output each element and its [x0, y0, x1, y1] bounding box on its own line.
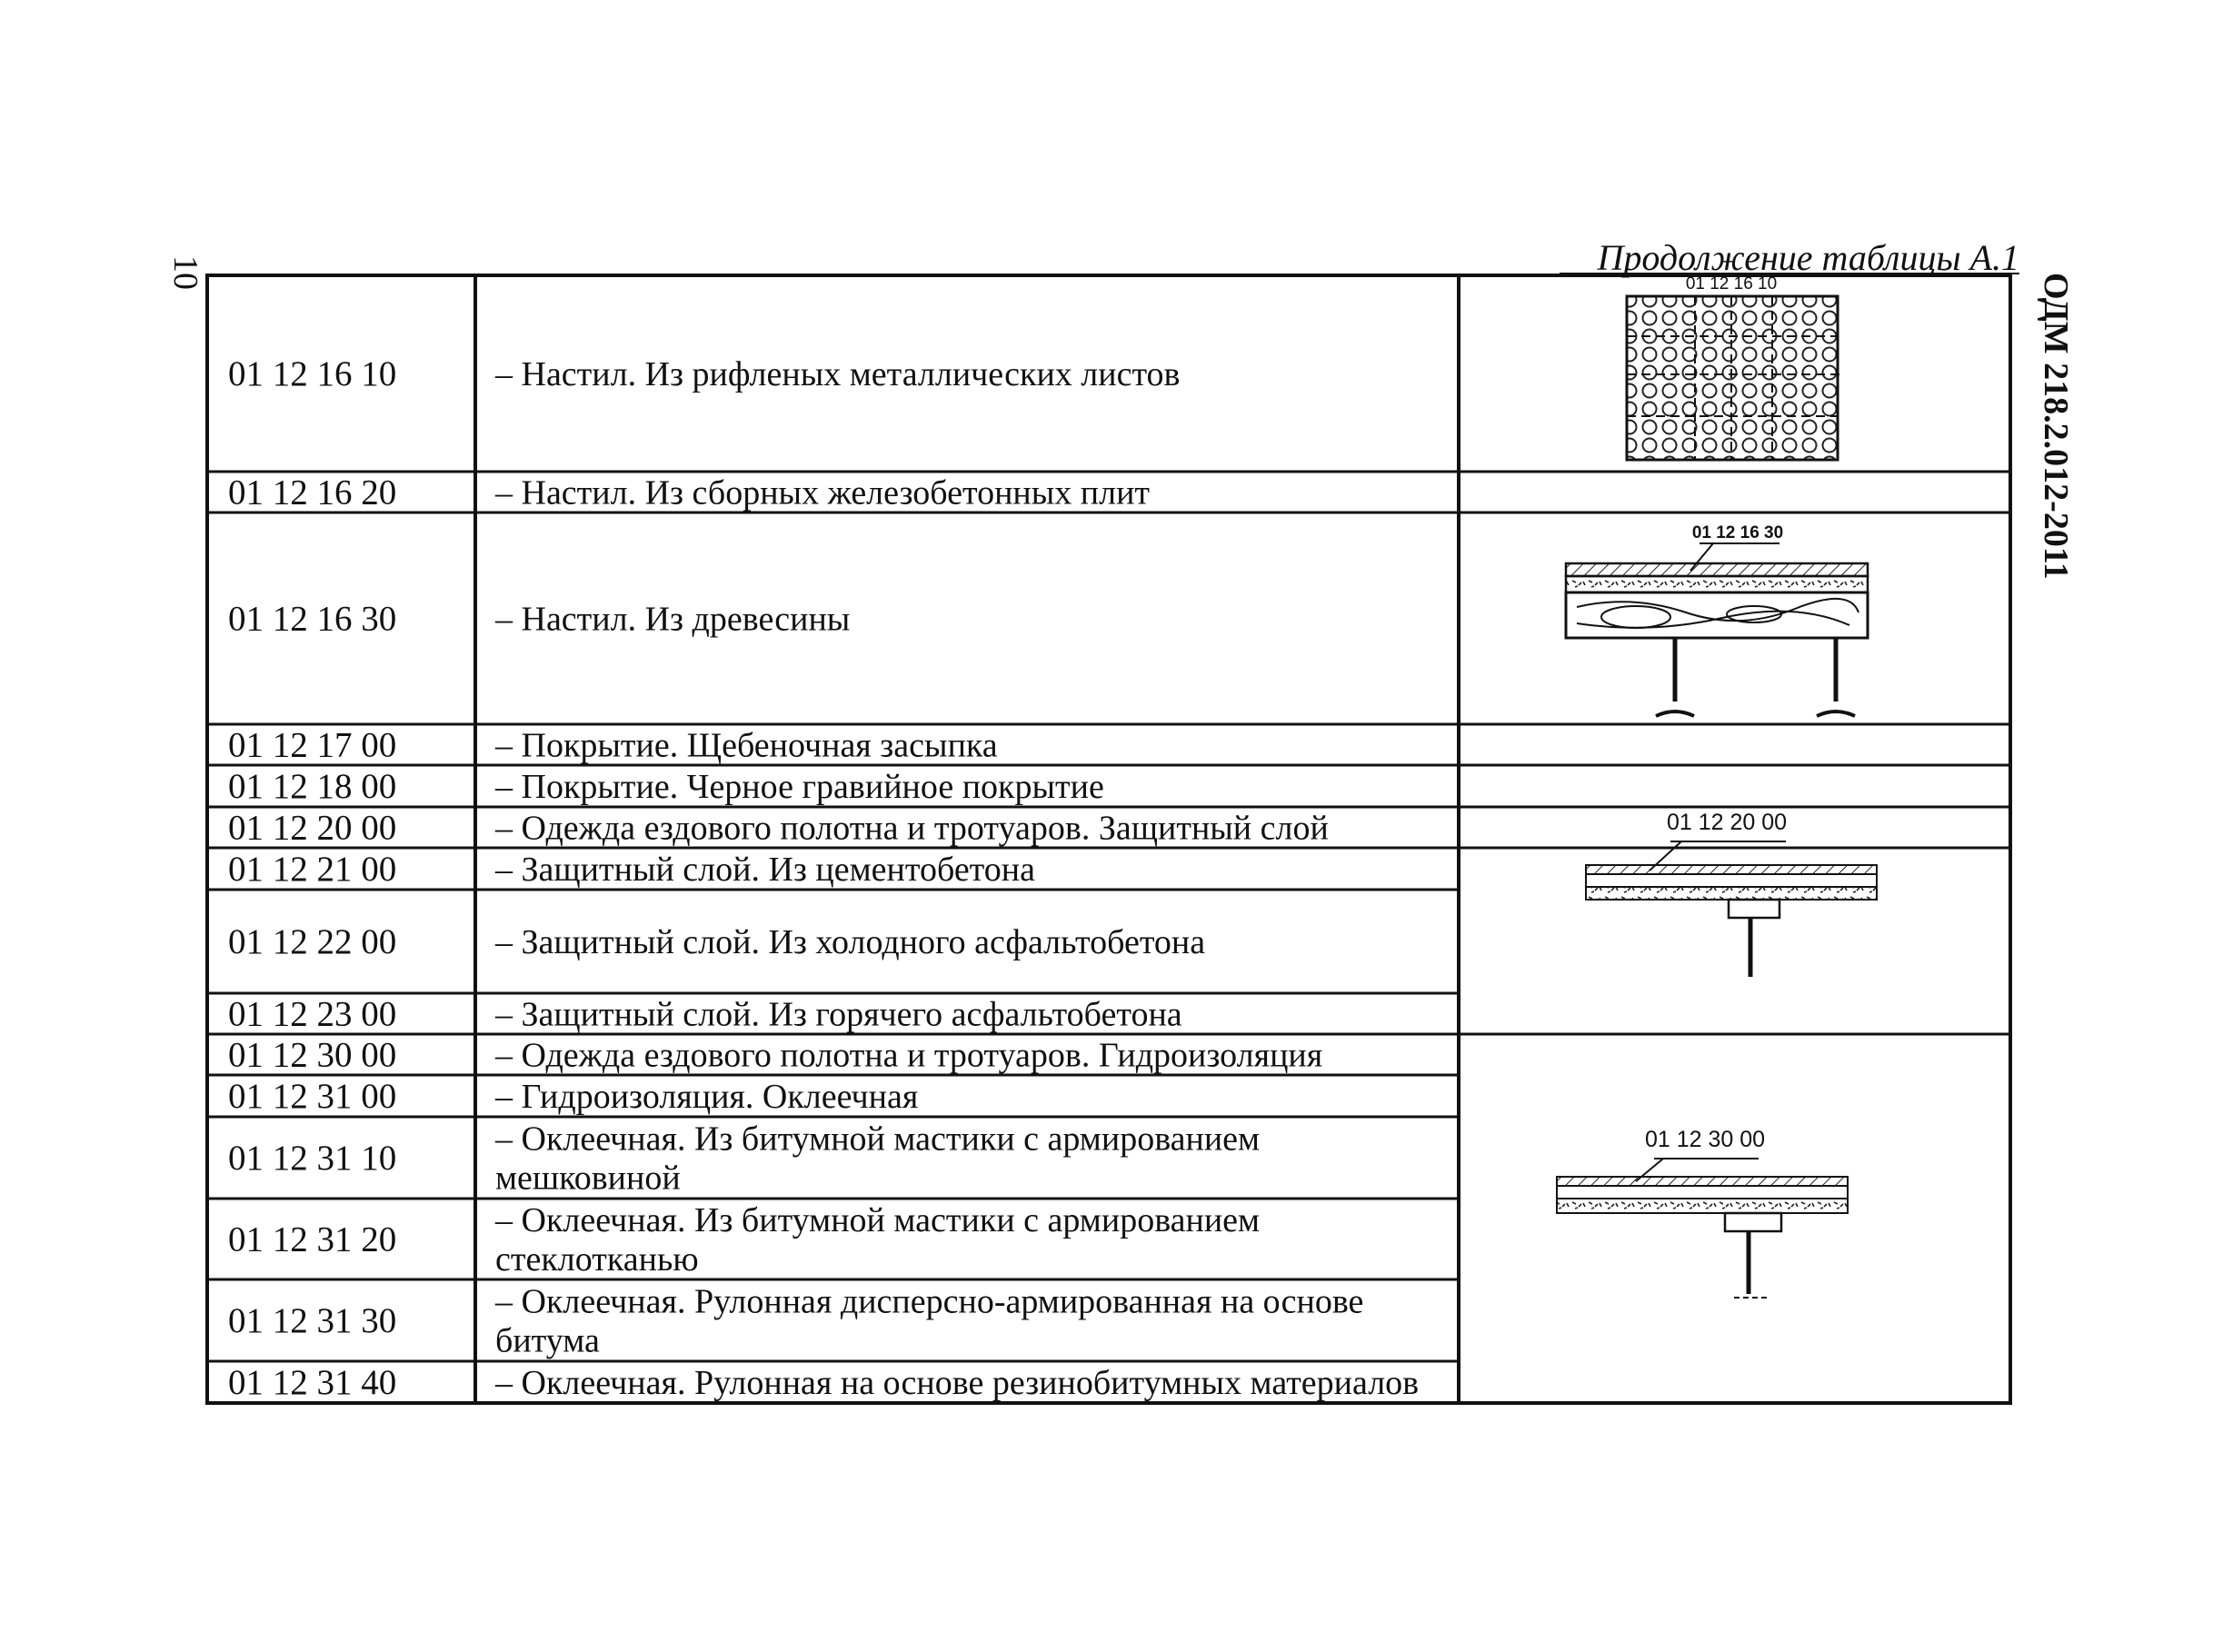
- table-row: [228, 767, 1104, 806]
- row-description: – Настил. Из древесины: [495, 600, 851, 639]
- row-code: 01 12 23 00: [228, 994, 397, 1034]
- table-row: [228, 1077, 918, 1116]
- table-row: [228, 922, 1205, 961]
- row-code: 01 12 18 00: [228, 767, 397, 806]
- table-row: [228, 809, 1329, 848]
- diagram-label: 01 12 30 00: [1644, 1127, 1766, 1152]
- row-description: – Настил. Из рифленых металлических листов: [495, 355, 1181, 393]
- diagram-label: 01 12 16 10: [1685, 274, 1778, 294]
- row-description: – Оклеечная. Рулонная дисперсно-армированная на основе: [495, 1282, 1364, 1321]
- row-description: – Оклеечная. Из битумной мастики с армированием: [495, 1120, 1261, 1159]
- row-description: – Настил. Из сборных железобетонных плит: [495, 473, 1151, 513]
- row-code: 01 12 21 00: [228, 850, 397, 889]
- row-description: – Защитный слой. Из горячего асфальтобетона: [495, 995, 1182, 1034]
- row-code: 01 12 17 00: [228, 725, 397, 765]
- row-description: стеклотканью: [495, 1240, 699, 1279]
- page-number: 10: [166, 255, 204, 290]
- diagram-label: 01 12 20 00: [1666, 810, 1788, 835]
- table-row: [228, 354, 1181, 393]
- protective-layer-diagram: [1586, 810, 1877, 977]
- row-description: – Защитный слой. Из холодного асфальтобетона: [495, 923, 1206, 961]
- row-description: – Одежда ездового полотна и тротуаров. Защитный слой: [495, 809, 1329, 848]
- table-row: [228, 1283, 1363, 1360]
- table-row: [228, 995, 1182, 1034]
- table-row: [228, 1036, 1322, 1075]
- row-description: – Оклеечная. Рулонная на основе резинобитумных материалов: [495, 1364, 1420, 1402]
- row-code: 01 12 30 00: [228, 1035, 397, 1075]
- document-id: ОДМ 218.2.012-2011: [2037, 273, 2075, 580]
- row-description: – Защитный слой. Из цементобетона: [495, 851, 1035, 889]
- table-row: [228, 850, 1035, 889]
- row-code: 01 12 20 00: [228, 808, 397, 848]
- row-description: – Оклеечная. Из битумной мастики с армированием: [495, 1201, 1261, 1239]
- diagram-label: 01 12 16 30: [1691, 523, 1784, 542]
- row-code: 01 12 22 00: [228, 922, 397, 961]
- table-row: [228, 1363, 1419, 1402]
- row-description: – Одежда ездового полотна и тротуаров. Гидроизоляция: [495, 1036, 1323, 1075]
- row-code: 01 12 31 40: [228, 1363, 397, 1402]
- row-description: битума: [495, 1321, 600, 1360]
- waterproofing-diagram: [1557, 1127, 1848, 1298]
- table-row: [228, 600, 850, 639]
- corrugated-metal-sheet-diagram: [1627, 274, 1845, 460]
- table-row: [228, 473, 1150, 513]
- row-description: – Покрытие. Щебеночная засыпка: [495, 726, 998, 765]
- row-code: 01 12 16 10: [228, 354, 397, 393]
- row-description: – Гидроизоляция. Оклеечная: [495, 1078, 919, 1116]
- table-row: [228, 1120, 1260, 1198]
- table-row: [228, 1201, 1260, 1279]
- row-code: 01 12 31 00: [228, 1077, 397, 1116]
- timber-deck-diagram: [1566, 523, 1868, 716]
- row-code: 01 12 31 30: [228, 1301, 397, 1340]
- row-code: 01 12 16 20: [228, 473, 397, 513]
- table-caption: Продолжение таблицы А.1: [1597, 237, 2019, 278]
- row-code: 01 12 31 20: [228, 1219, 397, 1259]
- table-row: [228, 726, 998, 765]
- row-description: – Покрытие. Черное гравийное покрытие: [495, 768, 1104, 806]
- row-description: мешковиной: [495, 1159, 681, 1198]
- row-code: 01 12 31 10: [228, 1139, 397, 1178]
- row-code: 01 12 16 30: [228, 599, 397, 639]
